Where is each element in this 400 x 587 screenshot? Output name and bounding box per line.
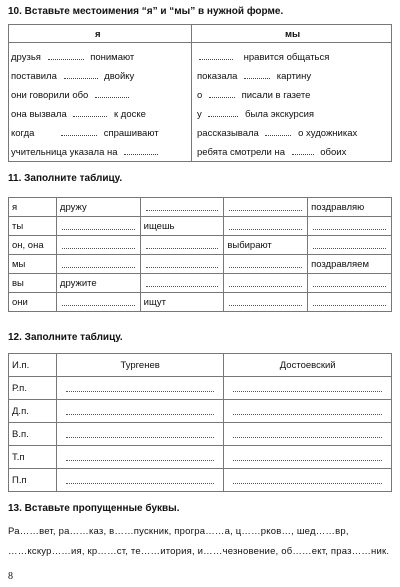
declension-row: [9, 400, 392, 423]
verb-cell: ищешь: [140, 217, 224, 236]
my-row-4: у была экскурсия: [197, 109, 315, 120]
declension-row: [9, 377, 392, 400]
conjugation-row: [9, 255, 392, 274]
section-11-title: 11. Заполните таблицу.: [8, 173, 123, 184]
blank-line: [66, 385, 215, 392]
declension-row: [9, 469, 392, 492]
conjugation-row: [9, 274, 392, 293]
dostoevsky-header: Достоевский: [224, 354, 392, 377]
blank-cell: [224, 293, 308, 312]
blank-line: [229, 261, 302, 268]
ya-row-1: друзья понимают: [11, 52, 135, 63]
blank-line: [233, 408, 382, 415]
my-row-3: о писали в газете: [197, 90, 311, 101]
pronoun-cell: мы: [9, 255, 57, 274]
blank-line: [313, 223, 386, 230]
blank-line: [66, 408, 215, 415]
pronoun-cell: они: [9, 293, 57, 312]
blank-line: [229, 280, 302, 287]
conjugation-table: [8, 197, 392, 312]
blank-line: [62, 242, 135, 249]
blank-cell: [56, 293, 140, 312]
ya-row-4: она вызвала к доске: [11, 109, 146, 120]
blank-cell: [56, 446, 224, 469]
blank-cell: [224, 423, 392, 446]
blank-line: [146, 261, 219, 268]
blank-cell: [56, 236, 140, 255]
blank-line: [233, 477, 382, 484]
blank-cell: [224, 274, 308, 293]
pronoun-cell: я: [9, 198, 57, 217]
blank-line: [313, 242, 386, 249]
blank-cell: [308, 217, 392, 236]
blank-cell: [224, 198, 308, 217]
verb-cell: поздравляю: [308, 198, 392, 217]
verb-cell: дружу: [56, 198, 140, 217]
my-row-1: нравится общаться: [197, 52, 329, 63]
blank-line: [146, 204, 219, 211]
conjugation-row: [9, 217, 392, 236]
missing-letters-line-2: ……кскур……ия, кр……ст, те……итория, и……чезновение, об……ект, праз……ник.: [8, 546, 390, 557]
blank-cell: [140, 255, 224, 274]
blank-cell: [56, 255, 140, 274]
conjugation-row: [9, 198, 392, 217]
case-header: И.п.: [9, 354, 57, 377]
blank-cell: [56, 469, 224, 492]
blank-cell: [308, 236, 392, 255]
declension-header-row: [9, 354, 392, 377]
missing-letters-line-1: Ра……вет, ра……каз, в……пускник, програ……а, ц……рков…, шед……вр,: [8, 526, 349, 537]
my-row-2: показала картину: [197, 71, 312, 82]
blank-cell: [224, 255, 308, 274]
case-cell: Т.п: [9, 446, 57, 469]
ya-row-6: учительница указала на: [11, 147, 162, 158]
pronoun-cell: он, она: [9, 236, 57, 255]
blank-line: [229, 223, 302, 230]
ya-row-5: когда спрашивают: [11, 128, 159, 139]
conjugation-row: [9, 236, 392, 255]
blank-line: [233, 431, 382, 438]
blank-line: [66, 477, 215, 484]
blank-line: [66, 431, 215, 438]
blank-line: [62, 299, 135, 306]
verb-cell: поздравляем: [308, 255, 392, 274]
declension-row: [9, 446, 392, 469]
column-my-header: мы: [285, 29, 301, 40]
case-cell: П.п: [9, 469, 57, 492]
blank-line: [233, 385, 382, 392]
verb-cell: дружите: [56, 274, 140, 293]
verb-cell: ищут: [140, 293, 224, 312]
blank-cell: [140, 274, 224, 293]
blank-line: [62, 261, 135, 268]
blank-cell: [224, 217, 308, 236]
conjugation-row: [9, 293, 392, 312]
turgenev-header: Тургенев: [56, 354, 224, 377]
pronoun-table-header: [9, 25, 391, 43]
blank-line: [313, 299, 386, 306]
blank-cell: [224, 400, 392, 423]
blank-line: [229, 299, 302, 306]
section-12-title: 12. Заполните таблицу.: [8, 332, 123, 343]
section-13-title: 13. Вставьте пропущенные буквы.: [8, 503, 180, 514]
blank-cell: [224, 469, 392, 492]
ya-row-2: поставила двойку: [11, 71, 135, 82]
blank-line: [229, 204, 302, 211]
blank-cell: [56, 217, 140, 236]
blank-cell: [56, 423, 224, 446]
my-row-6: ребята смотрели на обоих: [197, 147, 347, 158]
ya-row-3: они говорили обо: [11, 90, 133, 101]
blank-cell: [308, 293, 392, 312]
column-ya-header: я: [95, 29, 101, 40]
pronoun-cell: вы: [9, 274, 57, 293]
declension-row: [9, 423, 392, 446]
section-10-title: 10. Вставьте местоимения “я” и “мы” в нужной форме.: [8, 6, 284, 17]
blank-line: [233, 454, 382, 461]
case-cell: В.п.: [9, 423, 57, 446]
my-row-5: рассказывала о художниках: [197, 128, 358, 139]
blank-cell: [308, 274, 392, 293]
blank-line: [146, 242, 219, 249]
blank-cell: [140, 236, 224, 255]
declension-table: [8, 353, 392, 492]
case-cell: Р.п.: [9, 377, 57, 400]
blank-line: [62, 223, 135, 230]
pronoun-exercise-table: [8, 24, 392, 162]
blank-cell: [56, 377, 224, 400]
blank-line: [146, 280, 219, 287]
blank-cell: [140, 198, 224, 217]
blank-line: [66, 454, 215, 461]
blank-cell: [224, 377, 392, 400]
verb-cell: выбирают: [224, 236, 308, 255]
blank-cell: [56, 400, 224, 423]
page-number: 8: [8, 571, 13, 582]
pronoun-cell: ты: [9, 217, 57, 236]
column-divider: [191, 25, 192, 161]
blank-line: [313, 280, 386, 287]
blank-cell: [224, 446, 392, 469]
case-cell: Д.п.: [9, 400, 57, 423]
